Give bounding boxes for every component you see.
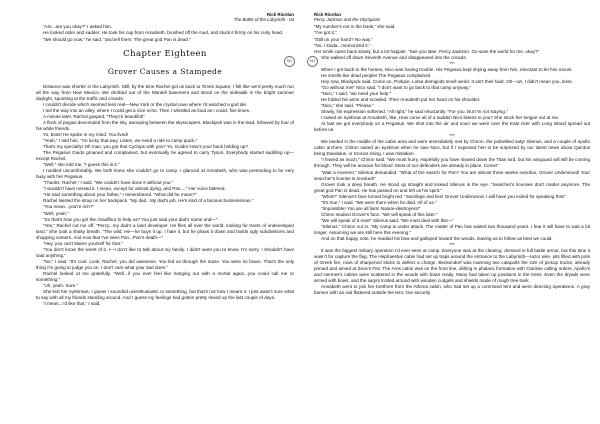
- paragraph: I led the way into an alley, where I could get a nice echo. Then I whistled as loud as I could, five times.: [43, 107, 251, 113]
- paragraph: And on that happy note, he readied his bow and galloped toward the woods, leaving us to follow as best we could.: [321, 236, 553, 242]
- header-author: Rick Riordan: [314, 12, 342, 17]
- paragraph: “Yeah,” I told him. “I'm lucky that way. Listen, we need a ride to camp quick.”: [43, 137, 198, 143]
- paragraph: “Impossible! You are all liars! Nature-destroyers!”: [321, 205, 421, 211]
- paragraph: “We should go now,” he said, “and tell them. The great god Pan is dead.”: [43, 36, 191, 42]
- paragraph: Rachel twisted the strap on her backpack. “My dad...My dad's job. He's kind of a famous businessman.”: [43, 198, 254, 204]
- header-book-title: The Battle of the Labyrinth - 04: [233, 17, 294, 23]
- paragraph: “Are...are you okay?” I asked him.: [43, 24, 112, 30]
- paragraph: “I've got it.”: [314, 30, 337, 36]
- right-page: [300, 0, 600, 424]
- chapter-title: Grover Causes a Stampede: [107, 66, 223, 76]
- paragraph: “No. I kinda...memorized it.”: [314, 42, 371, 48]
- paragraph: “You mean...you're rich?”: [43, 204, 95, 210]
- paragraph: “He said something about your father,” I remembered. “What did he mean?”: [43, 192, 197, 198]
- left-page-number: 511: [284, 56, 295, 67]
- paragraph: “My number's not in the book,” she said.: [314, 24, 396, 30]
- paragraph: “No,” I said. “It's cool. Look, Rachel, you did awesome. You led us through the maze. You were so brave. That's the only thing I'm going to judge you on. I don't care what your dad does.”: [36, 258, 294, 270]
- paragraph: “Nico,” she said. “Please.”: [321, 103, 374, 109]
- paragraph: “Hey, you can't blame yourself for that.”: [43, 240, 123, 246]
- paragraph: “You don't know the worst of it. I—I don't like to talk about my family. I didn't want you to know. I'm sorry. I shouldn't have said anything.”: [36, 246, 294, 258]
- paragraph: She knit her eyebrows. I guess I sounded unenthusiastic or something, but that's not how I meant it. I just wasn't sure what to say with all my friends standing around. And I guess my feelings had gotten pretty mixed up the last couple of days.: [36, 289, 294, 301]
- section-separator: ***: [449, 133, 455, 139]
- paragraph: At last we got everybody on a Pegasus. We shot into the air and soon we were over the East river with Long Island spread out before us.: [314, 121, 590, 133]
- paragraph: A minute later, Rachel gasped. “They're beautiful!”: [43, 113, 145, 119]
- paragraph: “I feared as much,” Chiron said. “We must hurry. Hopefully you have slowed down the Titan lord, but his vanguard will still be coming through. They will be anxious for blood. Most of our defenders are already in place. Come!”: [314, 157, 590, 169]
- paragraph: That's my specialty! Oh man, you got that Cyclops with you? Yo, Guido! How's your back holding up?: [43, 144, 249, 150]
- paragraph: Rachel looked at me gratefully. “Well...if you ever feel like hanging out with a mortal again...you could call me or something.”: [36, 271, 294, 283]
- paragraph: Yo, boss! He spoke in my mind. You lived!: [43, 131, 129, 137]
- paragraph: “Well, yeah.”: [43, 210, 69, 216]
- paragraph: I couldn't decide which seemed less real—New York or the crystal cave where I'd watched a god die.: [43, 101, 248, 107]
- paragraph: Her smile came back slowly, but a lot happier. “See you later, Percy Jackson. Go save the world for me, okay?”: [314, 48, 540, 54]
- paragraph: Annabeth went to join her brethren from the Athena cabin, who had set up a command tent and were directing operations. A gray banner with an owl fluttered outside the tent. Our security: [314, 284, 590, 296]
- right-page-header: [314, 12, 590, 22]
- paragraph: “Yes,” Rachel cut me off. “Percy...my dad's a land developer. He flies all over the world, looking for tracts of undeveloped land.” She took a shaky breath. “The wild. He—he buys it up. I hate it, but he plows it down and builds ugly subdivisions and shopping centers. And now that I've seen Pan...Pan's death—”: [36, 222, 294, 240]
- paragraph: “Go without me!” Nico said. “I don't want to go back to that camp anyway.”: [321, 84, 471, 90]
- paragraph: “Still on your hand? No way.”: [314, 36, 373, 42]
- left-page-top-text: [36, 24, 294, 42]
- paragraph: Chiron studied Grover's face. “We will speak of this later.”: [321, 211, 438, 217]
- paragraph: He smells like dead people! The Pegasus complained.: [321, 72, 432, 78]
- left-page-body: [36, 84, 294, 308]
- paragraph: A flock of pegasi descended from the sky, swooping between the skyscrapers. Blackjack was in the lead, followed by four of his white friends.: [36, 119, 294, 131]
- chapter-heading: Chapter Eighteen: [123, 48, 207, 59]
- left-page-header: [36, 12, 294, 22]
- paragraph: He folded his arms and scowled. Then Annabeth put her hand on his shoulder.: [321, 96, 481, 102]
- paragraph: The Pegasus Guido groaned and complained, but eventually he agreed to carry Tyson. Everybody started saddling up—except Rachel.: [36, 150, 294, 162]
- right-page-body: [314, 24, 590, 296]
- right-page-number: 512: [307, 56, 318, 67]
- paragraph: I nodded uncomfortably. We both knew she couldn't go to camp. I glanced at Annabeth, who was pretending to be very busy with her Pegasus.: [36, 168, 294, 180]
- paragraph: Grover took a deep breath. He stood up straight and looked Silenus in the eye. “Searcher's licenses don't matter anymore. The great god Pan is dead. He has passed on and left us his spirit.”: [314, 181, 590, 193]
- paragraph: “Thanks, Rachel,” I said. “We couldn't have done it without you.”: [43, 180, 173, 186]
- paragraph: “Uh, yeah. Sure.”: [43, 283, 78, 289]
- paragraph: “Well,” she told me, “I guess this is it.”: [43, 162, 120, 168]
- paragraph: “Wait a moment,” Silenus demanded. “What of the search for Pan? You are almost three weeks overdue, Grover Underwood! Your searcher's license is revoked!”: [314, 169, 590, 181]
- paragraph: We landed in the middle of the cabin area and were immediately met by Chiron, the potbellied satyr Silenus, and a couple of Apollo cabin archers. Chiron raised an eyebrow when he saw Nico, but if I expected him to be surprised by our latest news about Quintus being Daedalus, or Kronos rising, I was mistaken.: [314, 139, 590, 157]
- paragraph: “So that's how you got the chauffeur to help us? You just said your dad's name and—”: [43, 216, 218, 222]
- paragraph: When I got back to the horses, Nico was having trouble. His Pegasus kept shying away from him, reluctant to let him mount.: [321, 66, 573, 72]
- paragraph: “Nico,” I said, “we need your help.”: [321, 90, 392, 96]
- header-book-title: Percy Jackson and the Olympians: [314, 17, 381, 23]
- paragraph: It was the biggest military operation I'd ever seen at camp. Everyone was at the clearing, dressed in full battle armor, but this time it wasn't for capture the flag. The Hephaestus cabin had set up traps around the entrance to the Labyrinth—razor wire, pits filled with pots of Greek fire, rows of sharpened sticks to deflect a charge. Beckendorf was manning two catapults the size of pickup trucks, already primed and aimed at Zeus's Fist. The Ares cabin was on the front line, drilling in phalanx formation with Clarisse calling orders. Apollo's and Hermes's cabins were scattered in the woods with bows ready. Many had taken up positions in the trees. Even the dryads were armed with bows, and the satyrs trotted around with wooden cudgels and shields made of rough tree bark.: [314, 248, 590, 284]
- paragraph: Hey now, Blackjack said. Come on, Porkpie. Lotsa demigods smell weird. It ain't their fault. Oh—uh, I didn't mean you, boss.: [321, 78, 573, 84]
- paragraph: Distance was shorter in the Labyrinth. Still, by the time Rachel got us back to Times Square, I felt like we'd pretty much run all the way from New Mexico. We climbed out of the Mantell basement and stood on the sidewalk in the bright summer daylight, squinting at the traffic and crowds.: [36, 83, 294, 101]
- header-author: Rick Riordan: [266, 12, 294, 17]
- paragraph: “I mean...I'd like that,” I said.: [43, 301, 101, 307]
- section-separator: ***: [449, 242, 455, 248]
- paragraph: Slowly, his expression softened. “All right,” he said reluctantly. “For you. But I'm not staying.”: [321, 109, 508, 115]
- paragraph: “What?” Silenus's face turned bright red. “Sacrilege and lies! Grover Underwood, I will have you exiled for speaking this!”: [321, 193, 566, 199]
- paragraph: “I wouldn't have missed it. I mean, except for almost dying, and Pan....” Her voice faltered.: [43, 186, 226, 192]
- paragraph: “We will speak of it now!” Silenus said. “We must deal with this—”: [321, 217, 454, 223]
- paragraph: “It's true,” I said. “We were there when he died. All of us.”: [321, 199, 437, 205]
- paragraph: “Silenus,” Chiron cut in. “My camp is under attack. The matter of Pan has waited two thousand years. I fear it will have to wait a bit longer. Assuming we are still here this evening.”: [314, 223, 590, 235]
- paragraph: She walked off down Seventh Avenue and disappeared into the crowds.: [321, 54, 467, 60]
- paragraph: He looked older and sadder. He took his cap from Annabeth, brushed off the mud, and stuck it firmly on his curly head.: [43, 30, 284, 36]
- section-separator: ***: [449, 60, 455, 66]
- paragraph: I raised an eyebrow at Annabeth, like, How come all of a sudden Nico listens to you? She stuck her tongue out at me.: [321, 115, 560, 121]
